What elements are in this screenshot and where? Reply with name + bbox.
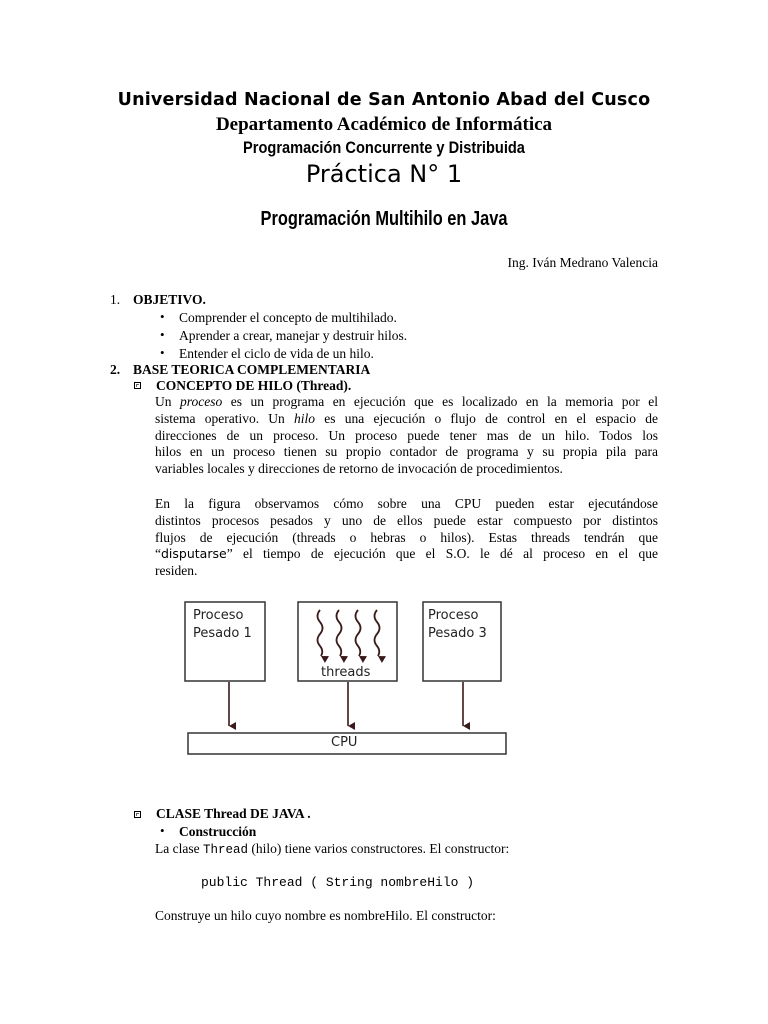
threads-label: threads: [321, 665, 371, 680]
document-subtitle: Programación Multihilo en Java: [260, 207, 508, 230]
objective-item-3: Entender el ciclo de vida de un hilo.: [179, 346, 374, 361]
construction-text: La clase Thread (hilo) tiene varios constructores. El constructor:: [155, 841, 510, 857]
class-thread-heading: CLASE Thread DE JAVA .: [156, 806, 311, 821]
bullet-icon: •: [160, 309, 165, 324]
university-title: Universidad Nacional de San Antonio Abad del Cusco: [117, 90, 651, 110]
section-2-title: BASE TEORICA COMPLEMENTARIA: [133, 362, 371, 377]
section-1-number: 1.: [110, 292, 121, 307]
objective-item-1: Comprender el concepto de multihilado.: [179, 310, 397, 325]
box1-label-line2: Pesado 1: [193, 626, 252, 641]
figure-paragraph: En la figura observamos cómo sobre una CPU pueden estar ejecutándose distintos procesos pesados y uno de ellos puede estar compuesto por distintos flujos de ejecución (threads o hebras o hilos). Estas threads tendrán que “disputarse” el tiempo de ejecución que el S.O. le dé al proceso en el que residen.: [155, 496, 658, 579]
square-bullet-icon: [134, 811, 141, 818]
after-code-text: Construye un hilo cuyo nombre es nombreHilo. El constructor:: [155, 908, 496, 923]
department-title: Departamento Académico de Informática: [215, 114, 553, 135]
author: Ing. Iván Medrano Valencia: [507, 255, 658, 270]
code-line: public Thread ( String nombreHilo ): [201, 875, 475, 890]
process-threads-diagram: [180, 596, 510, 758]
italic-term: proceso: [180, 394, 223, 409]
section-1-title: OBJETIVO.: [133, 292, 206, 307]
cpu-label: CPU: [331, 735, 358, 750]
bullet-icon: •: [160, 823, 165, 838]
course-title: Programación Concurrente y Distribuida: [243, 138, 525, 157]
box3-label-line1: Proceso: [428, 608, 479, 623]
italic-term: hilo: [294, 410, 316, 426]
section-2-number: 2.: [110, 362, 121, 377]
bullet-icon: •: [160, 327, 165, 342]
concept-paragraph: Un proceso es un programa en ejecución que es localizado en la memoria por el sistema operativo. Un hilo es una ejecución o flujo de control en el espacio de direcciones de un proceso. Un proceso puede tener mas de un hilo. Todos los hilos en un proceso tienen su propio contador de programa y su propia pila para variables locales y direcciones de retorno de invocación de procedimientos.: [155, 394, 658, 477]
construction-heading: Construcción: [179, 824, 257, 839]
concept-heading: CONCEPTO DE HILO (Thread).: [156, 378, 352, 393]
bullet-icon: •: [160, 345, 165, 360]
box1-label-line1: Proceso: [193, 608, 244, 623]
code-inline: Thread: [202, 843, 248, 857]
box3-label-line2: Pesado 3: [428, 626, 487, 641]
practice-title: Práctica N° 1: [305, 160, 463, 188]
objective-item-2: Aprender a crear, manejar y destruir hilos.: [179, 328, 408, 343]
square-bullet-icon: [134, 382, 141, 389]
